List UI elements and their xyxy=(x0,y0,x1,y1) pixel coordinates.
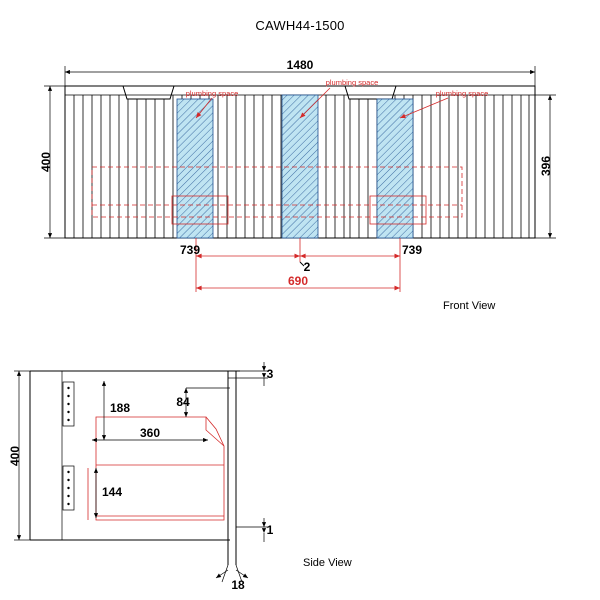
dim-center-span: 690 xyxy=(287,274,309,288)
bracket-hole-6 xyxy=(67,471,69,473)
bracket-hole-3 xyxy=(67,403,69,405)
dim-overall-width: 1480 xyxy=(286,58,314,72)
note-plumbing-center: plumbing space xyxy=(325,78,379,87)
left-notch xyxy=(123,86,174,99)
right-notch xyxy=(345,86,396,99)
dim-right-segment: 739 xyxy=(401,243,423,257)
dim-line-18-b xyxy=(236,570,248,578)
dim-height-right: 396 xyxy=(539,155,553,177)
dim-height-left: 400 xyxy=(39,151,53,173)
dim-lower-depth: 144 xyxy=(101,485,123,499)
dim-center-gap: 2 xyxy=(303,260,311,274)
dim-side-height: 400 xyxy=(8,445,22,467)
bracket-hole-7 xyxy=(67,479,69,481)
bracket-hole-2 xyxy=(67,395,69,397)
bracket-hole-10 xyxy=(67,503,69,505)
dim-bottom-tick: 1 xyxy=(266,523,274,537)
dim-upper-depth: 188 xyxy=(109,401,131,415)
front-view-group xyxy=(39,58,556,292)
dim-middle-depth: 360 xyxy=(139,426,161,440)
internal-bevel xyxy=(206,417,224,446)
bracket-hole-8 xyxy=(67,487,69,489)
page-title: CAWH44-1500 xyxy=(255,18,345,33)
dim-line-18-a xyxy=(216,570,228,578)
note-plumbing-left: plumbing space xyxy=(185,89,239,98)
note-plumbing-right: plumbing space xyxy=(435,89,489,98)
dim-bracket-offset: 84 xyxy=(176,395,190,409)
bracket-hole-4 xyxy=(67,411,69,413)
side-view-label: Side View xyxy=(303,557,352,569)
plumbing-zone-center xyxy=(282,95,318,238)
dim-left-segment: 739 xyxy=(179,243,201,257)
bracket-hole-1 xyxy=(67,387,69,389)
side-view-group xyxy=(8,362,274,592)
dim-base-thickness: 18 xyxy=(231,578,245,592)
bracket-hole-9 xyxy=(67,495,69,497)
front-view-label: Front View xyxy=(443,300,496,312)
dim-top-thickness: 3 xyxy=(266,367,274,381)
bracket-hole-5 xyxy=(67,419,69,421)
